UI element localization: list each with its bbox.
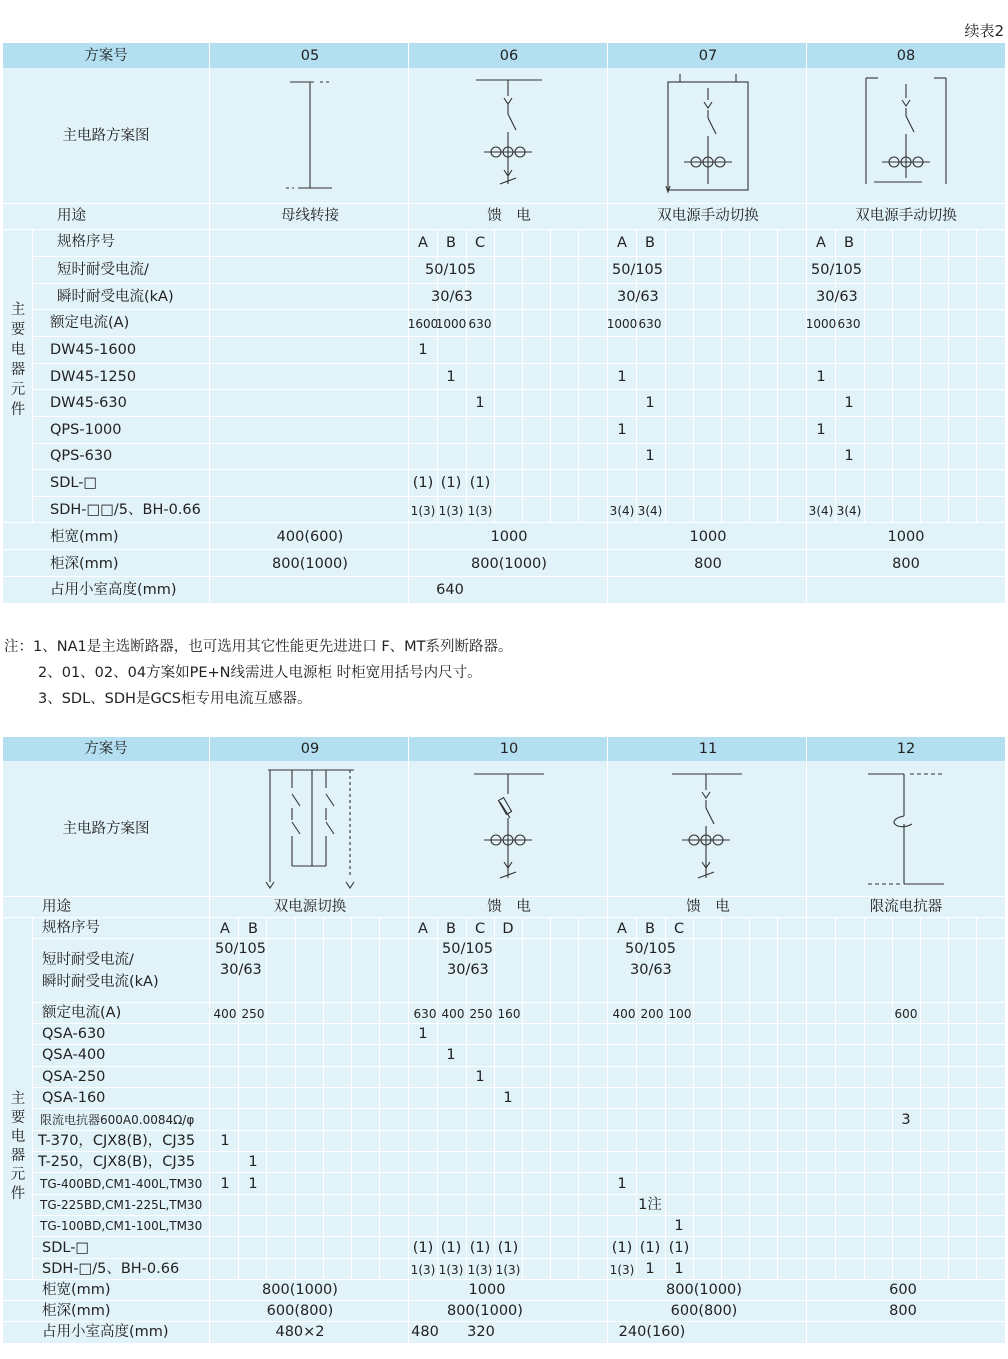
quantity-cell: 1(3) — [438, 504, 464, 518]
scheme-number: 11 — [698, 741, 718, 757]
rated-current-value: 250 — [469, 1007, 493, 1021]
short-time-current-value: 50/105 — [612, 262, 664, 278]
scheme-number: 06 — [499, 48, 519, 64]
spec-letter: D — [502, 921, 514, 937]
rated-current-value: 1600 — [407, 317, 439, 331]
cabinet-depth-label: 柜深(mm) — [50, 556, 119, 572]
usage-row-label: 用途 — [42, 899, 71, 915]
quantity-cell: 1 — [446, 1047, 456, 1063]
scheme-number: 09 — [300, 741, 320, 757]
quantity-cell: 1 — [220, 1133, 230, 1149]
cabinet-width-value: 800(1000) — [666, 1282, 742, 1298]
usage-cell: 双电源手动切换 — [657, 208, 759, 224]
scheme-number: 05 — [300, 48, 320, 64]
quantity-cell: 1 — [645, 1261, 655, 1277]
usage-cell: 馈 电 — [487, 208, 531, 224]
compartment-height-value: 640 — [436, 582, 464, 598]
quantity-cell: 1 — [248, 1154, 258, 1170]
rated-current-value: 250 — [241, 1007, 265, 1021]
spec-letter: C — [474, 235, 486, 251]
usage-cell: 馈 电 — [686, 899, 730, 915]
component-name: TG-100BD,CM1-100L,TM30 — [40, 1219, 203, 1233]
scheme-number: 10 — [499, 741, 519, 757]
usage-cell: 母线转接 — [281, 208, 339, 224]
short-time-current-value: 50/105 — [442, 941, 494, 957]
dual-source-manual-switch-diagram-icon — [858, 74, 954, 198]
quantity-cell: 1 — [248, 1176, 258, 1192]
component-name: DW45-1250 — [50, 369, 137, 385]
quantity-cell: 1(3) — [609, 1263, 635, 1277]
cabinet-depth-value: 800(1000) — [447, 1303, 523, 1319]
current-limiting-reactor-diagram-icon — [864, 766, 950, 892]
short-time-current-value: 50/105 — [811, 262, 863, 278]
rated-current-value: 630 — [837, 317, 861, 331]
usage-cell: 双电源手动切换 — [855, 208, 957, 224]
component-name: QSA-250 — [42, 1069, 106, 1085]
quantity-cell: (1) — [639, 1240, 661, 1256]
spec-letter: B — [446, 921, 456, 937]
quantity-cell: (1) — [440, 1240, 462, 1256]
short-time-current-value: 50/105 — [625, 941, 677, 957]
scheme-number: 07 — [698, 48, 718, 64]
cabinet-depth-value: 800 — [694, 556, 722, 572]
spec-row-label: 规格序号 — [57, 234, 115, 250]
quantity-cell: (1) — [611, 1240, 633, 1256]
cabinet-depth-value: 800 — [892, 556, 920, 572]
rated-current-value: 400 — [612, 1007, 636, 1021]
quantity-cell: (1) — [469, 475, 491, 491]
quantity-cell: 1(3) — [467, 504, 493, 518]
quantity-cell: 1(3) — [410, 1263, 436, 1277]
rated-current-value: 600 — [894, 1007, 918, 1021]
col-header-scheme: 方案号 — [84, 741, 128, 757]
quantity-cell: (1) — [412, 1240, 434, 1256]
spec-letter: A — [418, 235, 428, 251]
spec-letter: A — [418, 921, 428, 937]
peak-current-label: 瞬时耐受电流(kA) — [42, 974, 159, 990]
spec-row-label: 规格序号 — [42, 920, 100, 936]
component-name: T-370，CJX8(B)，CJ35 — [38, 1133, 196, 1149]
component-name: TG-225BD,CM1-225L,TM30 — [40, 1198, 203, 1212]
note-line: 3、SDL、SDH是GCS柜专用电流互感器。 — [38, 691, 312, 707]
cabinet-depth-value: 800(1000) — [272, 556, 348, 572]
quantity-cell: 1(3) — [410, 504, 436, 518]
quantity-cell: 1 — [503, 1090, 513, 1106]
quantity-cell: 3(4) — [808, 504, 834, 518]
note-line: 2、01、02、04方案如PE+N线需进人电源柜 时柜宽用括号内尺寸。 — [38, 665, 482, 681]
peak-current-value: 30/63 — [630, 962, 672, 978]
quantity-cell: 3(4) — [637, 504, 663, 518]
quantity-cell: 1 — [418, 1026, 428, 1042]
group-label-main-components: 主要电器元件 — [10, 1091, 26, 1202]
quantity-cell: 1 — [617, 422, 627, 438]
peak-current-value: 30/63 — [220, 962, 262, 978]
rated-current-value: 630 — [468, 317, 492, 331]
cabinet-depth-value: 600(800) — [266, 1303, 334, 1319]
cabinet-depth-value: 600(800) — [670, 1303, 738, 1319]
cabinet-depth-value: 800(1000) — [471, 556, 547, 572]
usage-cell: 限流电抗器 — [869, 899, 943, 915]
component-name: 限流电抗器600A0.0084Ω/φ — [40, 1113, 195, 1127]
quantity-cell: 1 — [617, 369, 627, 385]
component-name: DW45-630 — [50, 395, 127, 411]
col-header-scheme: 方案号 — [84, 48, 128, 64]
component-name: SDL-□ — [42, 1240, 90, 1256]
compartment-height-value: 480 — [411, 1324, 439, 1340]
quantity-cell: 1 — [645, 448, 655, 464]
spec-letter: B — [645, 921, 655, 937]
cabinet-width-label: 柜宽(mm) — [50, 529, 119, 545]
usage-row-label: 用途 — [57, 208, 86, 224]
quantity-cell: 1 — [475, 1069, 485, 1085]
short-time-current-value: 50/105 — [215, 941, 267, 957]
quantity-cell: 3 — [901, 1112, 911, 1128]
usage-cell: 双电源切换 — [273, 899, 347, 915]
quantity-cell: (1) — [412, 475, 434, 491]
short-time-current-label: 短时耐受电流/ — [42, 952, 134, 968]
short-time-current-value: 50/105 — [425, 262, 477, 278]
quantity-cell: 1 — [674, 1261, 684, 1277]
compartment-height-value: 480×2 — [275, 1324, 325, 1340]
quantity-cell: 1 — [816, 422, 826, 438]
spec-letter: A — [617, 921, 627, 937]
peak-current-value: 30/63 — [431, 289, 473, 305]
cabinet-width-value: 400(600) — [276, 529, 344, 545]
rated-current-value: 1000 — [435, 317, 467, 331]
peak-current-value: 30/63 — [447, 962, 489, 978]
spec-letter: A — [617, 235, 627, 251]
rated-current-value: 630 — [638, 317, 662, 331]
scheme-number: 12 — [896, 741, 916, 757]
quantity-cell: 1 — [446, 369, 456, 385]
page-title: 续表2 — [964, 22, 1004, 40]
cabinet-width-value: 1000 — [689, 529, 727, 545]
spec-letter: C — [474, 921, 486, 937]
quantity-cell: 1(3) — [438, 1263, 464, 1277]
quantity-cell: 3(4) — [836, 504, 862, 518]
feeder-contactor-diagram-icon — [668, 766, 748, 892]
diagram-row-label: 主电路方案图 — [62, 128, 150, 144]
component-name: DW45-1600 — [50, 342, 137, 358]
cabinet-width-label: 柜宽(mm) — [42, 1282, 111, 1298]
peak-current-value: 30/63 — [816, 289, 858, 305]
quantity-cell: 1注 — [638, 1197, 662, 1213]
cabinet-depth-value: 800 — [889, 1303, 917, 1319]
spec-letter: B — [844, 235, 854, 251]
spec-letter: C — [673, 921, 685, 937]
component-name: QSA-400 — [42, 1047, 106, 1063]
cabinet-width-value: 1000 — [887, 529, 925, 545]
rated-current-value: 1000 — [606, 317, 638, 331]
quantity-cell: 1 — [617, 1176, 627, 1192]
compartment-height-label: 占用小室高度(mm) — [42, 1324, 169, 1340]
usage-cell: 馈 电 — [487, 899, 531, 915]
spec-letter: B — [248, 921, 258, 937]
quantity-cell: 1 — [418, 342, 428, 358]
component-name: T-250，CJX8(B)，CJ35 — [38, 1154, 196, 1170]
rated-current-value: 630 — [413, 1007, 437, 1021]
component-name: SDL-□ — [50, 475, 98, 491]
compartment-height-value: 240(160) — [618, 1324, 686, 1340]
rated-current-value: 160 — [497, 1007, 521, 1021]
quantity-cell: 1 — [645, 395, 655, 411]
quantity-cell: (1) — [497, 1240, 519, 1256]
quantity-cell: (1) — [469, 1240, 491, 1256]
quantity-cell: 1 — [674, 1218, 684, 1234]
quantity-cell: 1 — [844, 395, 854, 411]
spec-letter: B — [645, 235, 655, 251]
component-name: SDH-□/5、BH-0.66 — [42, 1261, 180, 1277]
component-name: QPS-1000 — [50, 422, 122, 438]
rated-current-value: 200 — [640, 1007, 664, 1021]
spec-letter: A — [220, 921, 230, 937]
busbar-transfer-diagram-icon — [270, 74, 350, 198]
component-name: SDH-□□/5、BH-0.66 — [50, 502, 201, 518]
fuse-feeder-diagram-icon — [470, 766, 550, 892]
cabinet-width-value: 1000 — [468, 1282, 506, 1298]
peak-current-label: 瞬时耐受电流(kA) — [57, 289, 174, 305]
cabinet-depth-label: 柜深(mm) — [42, 1303, 111, 1319]
compartment-height-value: 320 — [467, 1324, 495, 1340]
quantity-cell: 1 — [844, 448, 854, 464]
rated-current-value: 1000 — [805, 317, 837, 331]
scheme-number: 08 — [896, 48, 916, 64]
quantity-cell: 1(3) — [467, 1263, 493, 1277]
short-time-current-label: 短时耐受电流/ — [57, 262, 149, 278]
rated-current-value: 100 — [668, 1007, 692, 1021]
quantity-cell: (1) — [668, 1240, 690, 1256]
quantity-cell: 3(4) — [609, 504, 635, 518]
cabinet-width-value: 600 — [889, 1282, 917, 1298]
rated-current-label: 额定电流(A) — [50, 315, 130, 331]
quantity-cell: (1) — [440, 475, 462, 491]
group-label-main-components: 主要电器元件 — [10, 302, 26, 418]
component-name: QSA-630 — [42, 1026, 106, 1042]
component-name: QPS-630 — [50, 448, 113, 464]
dual-source-manual-switch-diagram-icon — [660, 74, 756, 198]
quantity-cell: 1 — [475, 395, 485, 411]
diagram-row-label: 主电路方案图 — [62, 821, 150, 837]
spec-letter: A — [816, 235, 826, 251]
rated-current-label: 额定电流(A) — [42, 1005, 122, 1021]
quantity-cell: 1(3) — [495, 1263, 521, 1277]
component-name: QSA-160 — [42, 1090, 106, 1106]
note-line: 注：1、NA1是主选断路器，也可选用其它性能更先进进口 F、MT系列断路器。 — [4, 639, 513, 655]
compartment-height-label: 占用小室高度(mm) — [50, 582, 177, 598]
spec-letter: B — [446, 235, 456, 251]
dual-source-switch-diagram-icon — [262, 766, 358, 892]
quantity-cell: 1 — [816, 369, 826, 385]
cabinet-width-value: 800(1000) — [262, 1282, 338, 1298]
rated-current-value: 400 — [441, 1007, 465, 1021]
rated-current-value: 400 — [213, 1007, 237, 1021]
cabinet-width-value: 1000 — [490, 529, 528, 545]
feeder-breaker-diagram-icon — [470, 74, 550, 198]
peak-current-value: 30/63 — [617, 289, 659, 305]
component-name: TG-400BD,CM1-400L,TM30 — [40, 1177, 203, 1191]
quantity-cell: 1 — [220, 1176, 230, 1192]
